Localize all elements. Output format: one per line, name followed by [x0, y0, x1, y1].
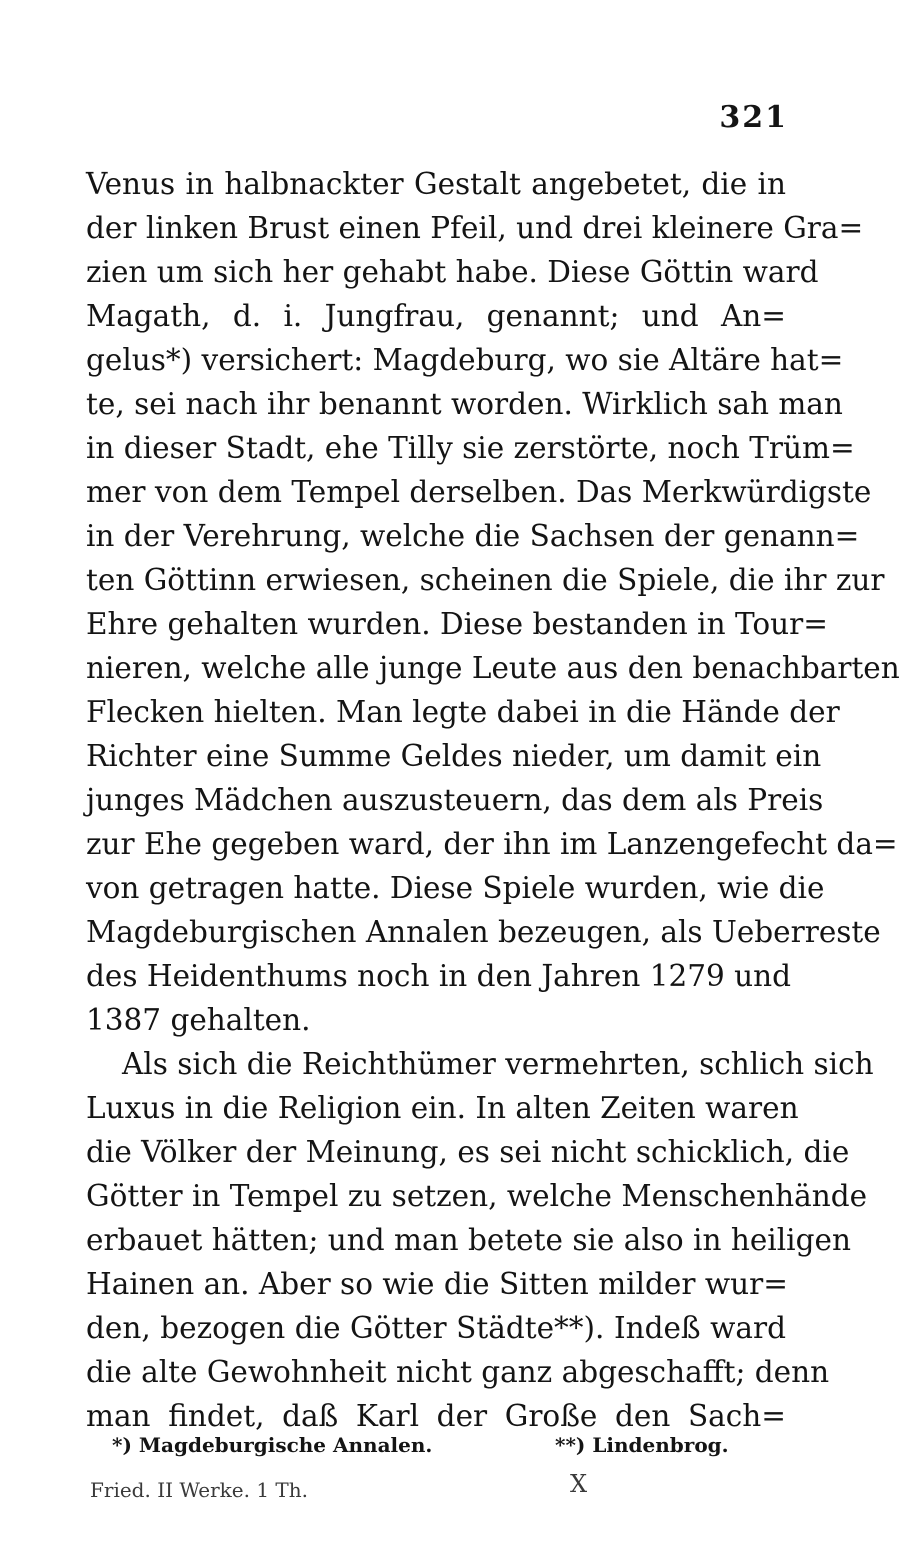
- text-line: 1387 gehalten.: [86, 1003, 311, 1037]
- text-line: junges Mädchen auszusteuern, das dem als Preis: [86, 783, 824, 817]
- body-text: [86, 162, 900, 1438]
- text-line: te, sei nach ihr benannt worden. Wirklich sah man: [86, 387, 843, 421]
- text-line: Hainen an. Aber so wie die Sitten milder wur=: [86, 1267, 788, 1301]
- text-line: Als sich die Reichthümer vermehrten, schlich sich: [122, 1047, 874, 1081]
- text-line: Götter in Tempel zu setzen, welche Menschenhände: [86, 1179, 868, 1213]
- text-line: erbauet hätten; und man betete sie also in heiligen: [86, 1223, 851, 1257]
- text-line: Magath, d. i. Jungfrau, genannt; und An=: [86, 299, 786, 333]
- text-line: Luxus in die Religion ein. In alten Zeiten waren: [86, 1091, 799, 1125]
- text-line: die alte Gewohnheit nicht ganz abgeschafft; denn: [86, 1355, 830, 1389]
- page-number: 321: [719, 100, 788, 135]
- text-line: gelus*) versichert: Magdeburg, wo sie Altäre hat=: [86, 343, 844, 377]
- text-line: Venus in halbnackter Gestalt angebetet, die in: [86, 167, 786, 201]
- footnote-2: **) Lindenbrog.: [555, 1433, 729, 1457]
- text-line: des Heidenthums noch in den Jahren 1279 und: [86, 959, 792, 993]
- text-line: den, bezogen die Götter Städte**). Indeß ward: [86, 1311, 786, 1345]
- sheet-mark: X: [570, 1470, 588, 1498]
- text-line: mer von dem Tempel derselben. Das Merkwürdigste: [86, 475, 872, 509]
- text-line: Richter eine Summe Geldes nieder, um damit ein: [86, 739, 822, 773]
- footnote-1: *) Magdeburgische Annalen.: [112, 1433, 433, 1457]
- text-line: Ehre gehalten wurden. Diese bestanden in Tour=: [86, 607, 828, 641]
- text-line: nieren, welche alle junge Leute aus den benachbarten: [86, 651, 900, 685]
- text-line: die Völker der Meinung, es sei nicht schicklich, die: [86, 1135, 850, 1169]
- text-line: man findet, daß Karl der Große den Sach=: [86, 1399, 786, 1433]
- text-line: von getragen hatte. Diese Spiele wurden, wie die: [86, 871, 825, 905]
- text-line: zien um sich her gehabt habe. Diese Göttin ward: [86, 255, 819, 289]
- footnotes: [112, 1433, 772, 1467]
- text-line: Magdeburgischen Annalen bezeugen, als Ueberreste: [86, 915, 881, 949]
- text-line: in dieser Stadt, ehe Tilly sie zerstörte, noch Trüm=: [86, 431, 855, 465]
- text-line: in der Verehrung, welche die Sachsen der genann=: [86, 519, 860, 553]
- text-line: ten Göttinn erwiesen, scheinen die Spiele, die ihr zur: [86, 563, 885, 597]
- text-line: der linken Brust einen Pfeil, und drei kleinere Gra=: [86, 211, 864, 245]
- text-line: zur Ehe gegeben ward, der ihn im Lanzengefecht da=: [86, 827, 898, 861]
- text-line: Flecken hielten. Man legte dabei in die Hände der: [86, 695, 840, 729]
- printer-signature: Fried. II Werke. 1 Th.: [90, 1478, 308, 1502]
